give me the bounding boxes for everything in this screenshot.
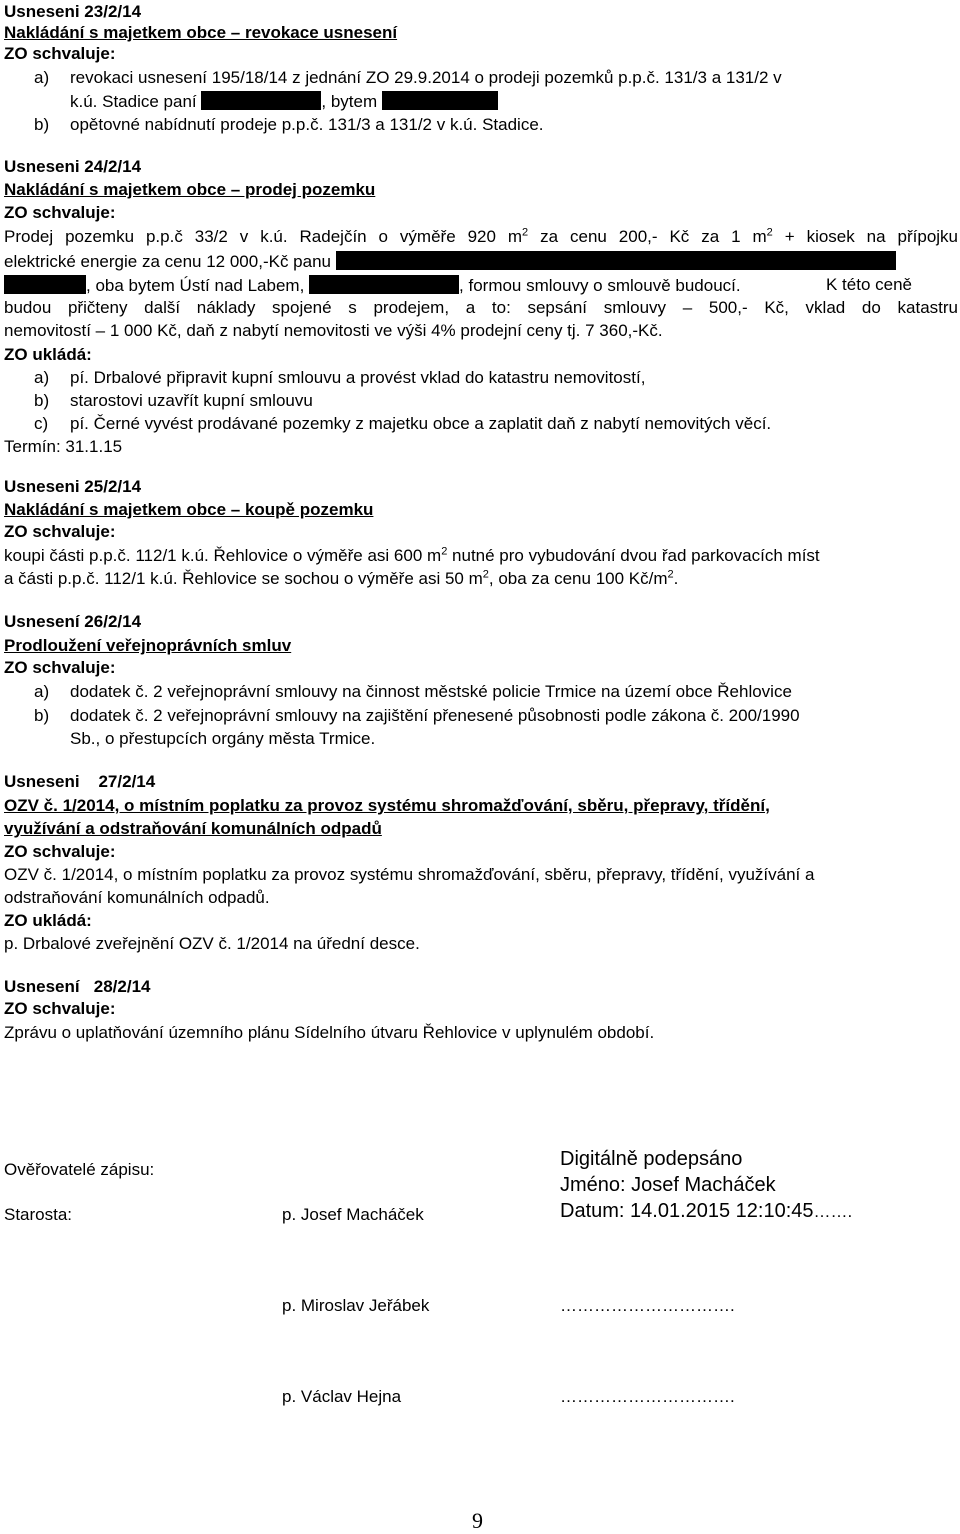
s24-p3: , oba bytem Ústí nad Labem, , formou smlouvy o smlouvě budoucí. (4, 275, 741, 296)
s23-approves: ZO schvaluje: (4, 44, 116, 63)
s26-subtitle: Prodloužení veřejnoprávních smluv (4, 636, 292, 655)
s24-a-text: pí. Drbalové připravit kupní smlouvu a provést vklad do katastru nemovitostí, (70, 368, 646, 387)
s23-a-line2a: k.ú. Stadice paní (70, 92, 197, 111)
s24-b-marker: b) (34, 391, 50, 410)
s23-a-line2 (70, 91, 498, 112)
s24-c-text: pí. Černé vyvést prodávané pozemky z majetku obce a zaplatit daň z nabytí nemovitých věcí. (70, 414, 772, 433)
digital-signature-line1: Digitálně podepsáno (560, 1148, 743, 1170)
s24-imposes: ZO ukládá: (4, 345, 92, 364)
s25-subtitle: Nakládání s majetkem obce – koupě pozemku (4, 500, 374, 519)
s27-p2: odstraňování komunálních odpadů. (4, 888, 270, 907)
mayor-name: p. Josef Macháček (282, 1205, 424, 1224)
s24-deadline: Termín: 31.1.15 (4, 437, 123, 456)
s27-title: Usneseni 27/2/14 (4, 772, 156, 791)
s24-p1: Prodej pozemku p.p.č 33/2 v k.ú. Radejčín o výměře 920 $m^2$ za cenu 200,- Kč za 1 $m^2$ + kiosek na přípojku (4, 226, 958, 246)
s25-approves: ZO schvaluje: (4, 522, 116, 541)
s24-p3c: K této ceně (826, 275, 913, 294)
s24-approves: ZO schvaluje: (4, 203, 116, 222)
s27-approves: ZO schvaluje: (4, 842, 116, 861)
s26-approves: ZO schvaluje: (4, 658, 116, 677)
s24-b-text: starostovi uzavřít kupní smlouvu (70, 391, 313, 410)
s24-p4: budou přičteny další náklady spojené s prodejem, a to: sepsání smlouvy – 500,- Kč, vklad do katastru (4, 298, 958, 317)
s23-a-line2b: , bytem (321, 92, 378, 111)
redaction-bar (201, 91, 321, 110)
s27-p1: OZV č. 1/2014, o místním poplatku za provoz systému shromažďování, sběru, přepravy, třídění, využívání a (4, 865, 815, 884)
s28-p1: Zprávu o uplatňování územního plánu Sídelního útvaru Řehlovice v uplynulém období. (4, 1023, 655, 1042)
s25-p1: koupi části p.p.č. 112/1 k.ú. Řehlovice o výměře asi 600 $m^2$ nutné pro vybudování dvou řad parkovacích míst (4, 545, 820, 565)
redaction-bar (4, 275, 86, 294)
redaction-bar (382, 91, 498, 110)
s24-p5: nemovitostí – 1 000 Kč, daň z nabytí nemovitosti ve výši 4% prodejní ceny tj. 7 360,-Kč. (4, 321, 663, 340)
s26-a-text: dodatek č. 2 veřejnoprávní smlouvy na činnost městské policie Trmice na území obce Řehlovice (70, 682, 792, 701)
s24-p2: elektrické energie za cenu 12 000,-Kč panu (4, 251, 896, 272)
s24-title: Usneseni 24/2/14 (4, 157, 142, 176)
s23-title: Usneseni 23/2/14 (4, 2, 142, 21)
mayor-label: Starosta: (4, 1205, 73, 1224)
page-number: 9 (472, 1508, 483, 1533)
s24-a-marker: a) (34, 368, 50, 387)
s23-a-line1: revokaci usnesení 195/18/14 z jednání ZO 29.9.2014 o prodeji pozemků p.p.č. 131/3 a 131/2 v (70, 68, 782, 87)
s26-b-marker: b) (34, 706, 50, 725)
redaction-bar (309, 275, 459, 294)
verifier1-name: p. Miroslav Jeřábek (282, 1296, 430, 1315)
s25-p2: a části p.p.č. 112/1 k.ú. Řehlovice se sochou o výměře asi 50 $m^2$, oba za cenu 100 $Kč/m^2$. (4, 568, 679, 588)
s27-subtitle1: OZV č. 1/2014, o místním poplatku za provoz systému shromažďování, sběru, přepravy, třídění, (4, 796, 770, 815)
verifier1-dots: …………………………. (560, 1296, 735, 1315)
s26-b-text2: Sb., o přestupcích orgány města Trmice. (70, 729, 376, 748)
verifiers-label: Ověřovatelé zápisu: (4, 1160, 155, 1179)
digital-signature-line3: Datum: 14.01.2015 12:10:45……. (560, 1200, 853, 1222)
s23-b-marker: b) (34, 115, 50, 134)
verifier2-name: p. Václav Hejna (282, 1387, 402, 1406)
redaction-bar (336, 251, 896, 270)
s26-a-marker: a) (34, 682, 50, 701)
verifier2-dots: …………………………. (560, 1387, 735, 1406)
s27-imposes: ZO ukládá: (4, 911, 92, 930)
digital-signature-line2: Jméno: Josef Macháček (560, 1174, 776, 1196)
s26-title: Usnesení 26/2/14 (4, 612, 142, 631)
s28-approves: ZO schvaluje: (4, 999, 116, 1018)
s23-subtitle: Nakládání s majetkem obce – revokace usnesení (4, 23, 398, 42)
s24-c-marker: c) (34, 414, 49, 433)
s23-b-text: opětovné nabídnutí prodeje p.p.č. 131/3 a 131/2 v k.ú. Stadice. (70, 115, 544, 134)
s27-p3: p. Drbalové zveřejnění OZV č. 1/2014 na úřední desce. (4, 934, 420, 953)
s28-title: Usnesení 28/2/14 (4, 977, 151, 996)
s23-a-marker: a) (34, 68, 50, 87)
s25-title: Usneseni 25/2/14 (4, 477, 142, 496)
s27-subtitle2: využívání a odstraňování komunálních odpadů (4, 819, 382, 838)
s26-b-text: dodatek č. 2 veřejnoprávní smlouvy na zajištění přenesené působnosti podle zákona č. 200/1990 (70, 706, 800, 725)
s24-subtitle: Nakládání s majetkem obce – prodej pozemku (4, 180, 376, 199)
